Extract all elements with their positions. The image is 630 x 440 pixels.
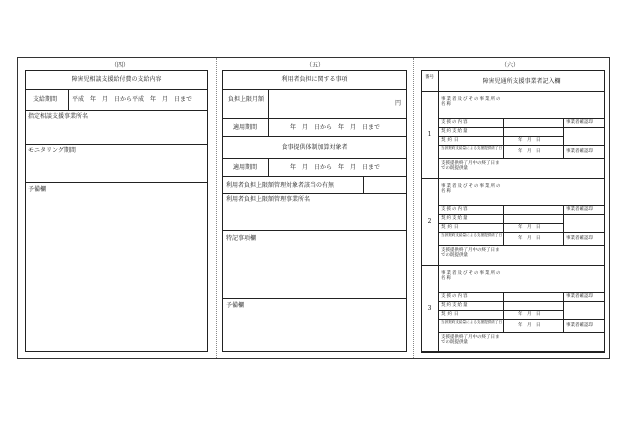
confirm-label: 事業者確認印	[566, 323, 593, 328]
name-label: 事業者及びその事業所の名称	[441, 271, 502, 281]
end-date-label: 当該契約支給量による支援提供終了日	[441, 146, 503, 150]
confirm-label: 事業者確認印	[566, 120, 593, 125]
panel-number: （五）	[305, 62, 324, 69]
meal-label: 食事提供体制加算対象者	[281, 144, 348, 151]
special-label: 特記事項欄	[226, 235, 257, 242]
office-label: 指定相談支援事業所名	[28, 113, 89, 120]
mgmt-label: 利用者負担上限額管理対象者該当の有無	[226, 182, 335, 189]
date-label: 契約日	[441, 312, 461, 317]
confirm-label: 事業者確認印	[566, 149, 593, 154]
confirm-label: 事業者確認印	[566, 294, 593, 299]
panel-number: （四）	[110, 62, 129, 69]
limit-label: 負担上限月額	[227, 96, 264, 103]
entry-number: 2	[427, 218, 432, 225]
contract-label: 契約支給量	[441, 303, 469, 308]
monitoring-label: モニタリング期間	[28, 147, 76, 154]
content-label: 支援の内容	[441, 207, 469, 212]
end-date-value: 年 月 日	[518, 236, 541, 241]
content-label: 支援の内容	[441, 120, 469, 125]
remaining-label: 支援提供終了月中の終了日までの既提供量	[441, 161, 500, 171]
name-label: 事業者及びその事業所の名称	[441, 97, 502, 107]
contract-label: 契約支給量	[441, 216, 469, 221]
fold-divider	[413, 58, 414, 358]
panel-title: 障害児相談支援給付費の支給内容	[71, 76, 162, 83]
end-date-label: 当該契約支給量による支援提供終了日	[441, 233, 503, 237]
panel-title: 障害児通所支援事業者記入欄	[482, 78, 561, 85]
limit-unit: 円	[395, 100, 402, 107]
name-label: 事業者及びその事業所の名称	[441, 184, 502, 194]
contract-label: 契約支給量	[441, 129, 469, 134]
col-no-header: 番号	[425, 75, 434, 80]
end-date-value: 年 月 日	[518, 149, 541, 154]
panel-number: （六）	[500, 62, 519, 69]
entry-number: 1	[427, 131, 432, 138]
meal-period-label: 適用期間	[233, 164, 258, 171]
mgmt-office-label: 利用者負担上限額管理事業所名	[226, 196, 311, 203]
content-label: 支援の内容	[441, 294, 469, 299]
meal-period-value: 年 月 日から 年 月 日まで	[290, 164, 381, 171]
fold-divider	[216, 58, 217, 358]
end-date-value: 年 月 日	[518, 323, 541, 328]
date-value: 年 月 日	[518, 225, 541, 230]
period-value: 年 月 日から 年 月 日まで	[290, 124, 381, 131]
panel-5-table	[222, 70, 407, 352]
period-label: 適用期間	[233, 124, 258, 131]
panel-title: 利用者負担に関する事項	[281, 76, 348, 83]
date-label: 契約日	[441, 225, 461, 230]
notes-label: 予備欄	[28, 186, 47, 193]
period-value: 平成 年 月 日から平成 年 月 日まで	[72, 96, 193, 103]
date-value: 年 月 日	[518, 138, 541, 143]
date-value: 年 月 日	[518, 312, 541, 317]
notes-label: 予備欄	[226, 302, 245, 309]
period-label: 支給期間	[33, 96, 58, 103]
date-label: 契約日	[441, 138, 461, 143]
entry-number: 3	[427, 305, 432, 312]
confirm-label: 事業者確認印	[566, 207, 593, 212]
end-date-label: 当該契約支給量による支援提供終了日	[441, 320, 503, 324]
confirm-label: 事業者確認印	[566, 236, 593, 241]
remaining-label: 支援提供終了月中の終了日までの既提供量	[441, 335, 500, 345]
remaining-label: 支援提供終了月中の終了日までの既提供量	[441, 248, 500, 258]
